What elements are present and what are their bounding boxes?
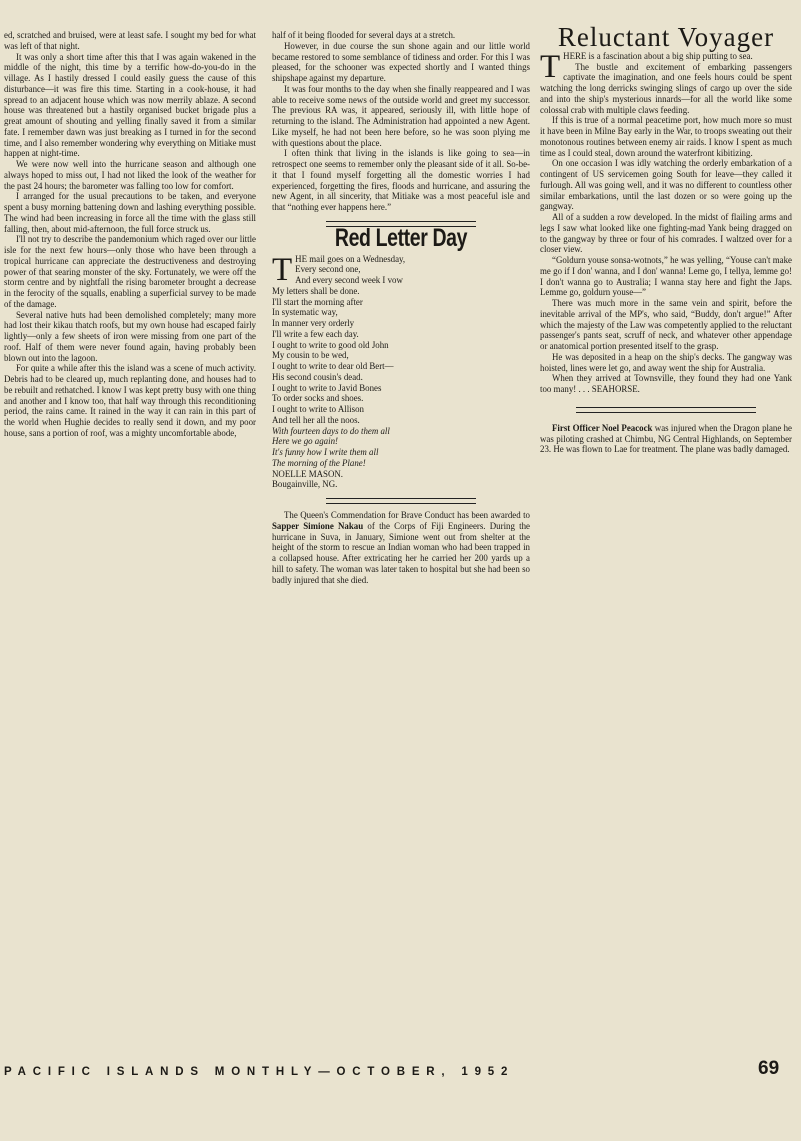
paragraph: On one occasion I was idly watching the orderly embarkation of a contingent of US servicemen going South for leave—they called it furlough. All was going well, and it was no different to countless other similar embarkations, until the last dozen or so were going up the gangway. — [540, 158, 792, 212]
paragraph: The bustle and excitement of embarking passengers captivate the imagination, and one feels hours could be spent watching the long derricks swinging slings of cargo up over the side and into the ship's mysterious innards—for all the world like some colossal crab with multiple claws feeding. — [540, 61, 792, 115]
first-paragraph — [540, 48, 792, 85]
paragraph: If this is true of a normal peacetime port, how much more so must it have been in Milne Bay early in the War, to troops sweating out their monotonous routines between enemy air raids. I know I spent as much time as I could steal, down around the waterfront kibitizing. — [540, 115, 792, 158]
poem-line: In manner very orderly — [272, 318, 355, 328]
poem-line: And tell her all the noos. — [272, 414, 360, 425]
column-3 — [540, 22, 792, 1081]
poem-line: I ought to write to dear old Bert— — [272, 361, 394, 371]
page-number: 69 — [758, 1058, 780, 1079]
paragraph-text: HERE is a fascination about a big ship putting to sea. — [563, 50, 753, 61]
commendation-text: of the Corps of Fiji Engineers. During the hurricane in Suva, in January, Simione went out from shelter at the height of the storm to rescue an Indian woman who had been trapped in a collapsed house. After extricating her he carried her 200 yards up a hill to safety. The woman was later taken to hospital but she had been so badly injured that she died. — [272, 520, 530, 585]
paragraph: For quite a while after this the island was a scene of much activity. Debris had to be cleared up, much replanting done, and houses had to be rebuilt and rethatched. I know I was kept pretty busy with one thing and another and I know too, that half way through this reconditioning period, the rains came. It rained in the way it can rain in this part of the world when Hughie decides to really send it down, and my poor house, sans a portion of roof, was a mighty uncomfortable abode, — [4, 363, 256, 438]
drop-cap: T — [272, 251, 293, 288]
paragraph: We were now well into the hurricane season and although one always hoped to miss out, I had not liked the look of the weather for the past 24 hours; the barometer was falling too low for comfort. — [4, 159, 256, 191]
notice-text: was injured when the Dragon plane he was piloting crashed at Chimbu, NG Central Highlands, on September 23. He was flown to Lae for treatment. The plane was badly damaged. — [540, 422, 792, 455]
drop-cap: T — [540, 48, 561, 85]
notice-name: First Officer Noel Peacock — [552, 422, 653, 433]
paragraph: However, in due course the sun shone again and our little world became restored to some semblance of tidiness and order. For this I was pleased, for the schooner was expected shortly and I wanted things shipshape against my departure. — [272, 40, 530, 83]
poem-line: I'll start the morning after — [272, 296, 363, 307]
poem-line: I ought to write to good old John — [272, 339, 389, 350]
paragraph: I often think that living in the islands is like going to sea—in retrospect one seems to remember only the pleasant side of it all. So-be-it that I found myself forgetting all the domestic worries I had experienced, forgetting the fires, floods and hurricane, and assuring the new Agent, in all sincerity, that Mitiake was a most peaceful isle and that “nothing ever happens here.” — [272, 148, 530, 212]
poem-lines — [272, 264, 530, 425]
poem-line: I ought to write to Javid Bones — [272, 382, 382, 393]
notice-item — [540, 423, 792, 455]
poem-line: Every second one, — [295, 264, 361, 275]
paragraph: “Goldurn youse sonsa-wotnots,” he was yelling, “Youse can't make me go if I don' wanna, and I don' wanna! Leme go, I tellya, lemme go! I don't wanna go to Australia; I wanna stay here and fight the Japs. Lemme go, goldurn youse—” — [540, 255, 792, 298]
poem-place: Bougainville, NG. — [272, 479, 338, 490]
paragraph: It was only a short time after this that I was again wakened in the middle of the night, this time by a terrific how-do-you-do in the village. As I hastily dressed I could easily guess the cause of this disturbance—it was fire this time. Starting in a cook-house, it had spread to an adjacent house which was now merrily ablaze. A second house was threatened but a hastily organised bucket brigade plus a great amount of shouting and yelling finally saved it from a similar fate. I remember dawn was just breaking as I turned in for the second time, and I also remember wondering why everything on Mitiake must happen at night-time. — [4, 51, 256, 159]
commendation-item — [272, 510, 530, 585]
article-title: Reluctant Voyager — [557, 22, 775, 52]
paragraph: All of a sudden a row developed. In the midst of flailing arms and legs I saw what looked like one fighting-mad Yank being dragged on to the gangway by three or four of his comrades. I waltzed over for a closer view. — [540, 212, 792, 255]
poem-refrain — [272, 426, 530, 469]
paragraph: I arranged for the usual precautions to be taken, and everyone spent a busy morning battening down and lashing everything possible. The wind had been increasing in force all the time with the glass still falling, then, about mid-afternoon, the full force struck us. — [4, 191, 256, 234]
paragraph: I'll not try to describe the pandemonium which raged over our little isle for the next few hours—only those who have been through a tropical hurricane can appreciate the destructiveness and destroying power of that searing monster of the sky. Fortunately, we were off the storm centre and by nightfall the rising barometer brought a decrease in the ferocity of the squalls, enabling a superficial survey to be made of the damage. — [4, 234, 256, 309]
paragraph: half of it being flooded for several days at a stretch. — [272, 30, 456, 40]
poem-author: NOELLE MASON. — [272, 468, 343, 479]
poem-line: To order socks and shoes. — [272, 393, 364, 404]
commendation-name: Sapper Simione Nakau — [272, 520, 364, 531]
poem-line: I'll write a few each day. — [272, 328, 359, 339]
poem-title: Red Letter Day — [334, 223, 468, 252]
poem-line: I ought to write to Allison — [272, 404, 364, 414]
poem-line: It's funny how I write them all — [272, 447, 379, 457]
paragraph: He was deposited in a heap on the ship's decks. The gangway was hoisted, lines were let go, and away went the ship for Australia. — [540, 351, 792, 373]
paragraph: ed, scratched and bruised, were at least safe. I sought my bed for what was left of that night. — [4, 30, 256, 51]
page-footer: PACIFIC ISLANDS MONTHLY—OCTOBER, 1952 — [4, 1066, 515, 1078]
section-divider — [576, 407, 756, 413]
commendation-text: The Queen's Commendation for Brave Conduct has been awarded to — [284, 510, 530, 520]
paragraph: When they arrived at Townsville, they found they had one Yank too many! . . . SEAHORSE. — [540, 373, 792, 394]
column-2 — [272, 30, 530, 1081]
poem-line: The morning of the Plane! — [272, 457, 366, 468]
paragraph: Several native huts had been demolished completely; many more had lost their kikau thatch roofs, but my own house had escaped fairly lightly—only a few sheets of iron were missing from one part of the roof. Half of them were never found again, having probably been blown out into the lagoon. — [4, 309, 256, 363]
poem-line: My letters shall be done. — [272, 285, 360, 296]
poem-line: My cousin to be wed, — [272, 350, 349, 361]
poem-line: With fourteen days to do them all — [272, 425, 390, 436]
column-1 — [4, 30, 256, 1081]
paragraph: There was much more in the same vein and spirit, before the inevitable arrival of the MP's, who said, “Buddy, don't argue!” After which the majesty of the Law was competently applied to the reluctant passenger's pants seat, scruff of neck, and whatever other appendage or anatomical portion presented itself to the grasp. — [540, 298, 792, 351]
poem-line: His second cousin's dead. — [272, 371, 363, 382]
paragraph: It was four months to the day when she finally reappeared and I was able to receive some news of the outside world and greet my successor. The previous RA was, it appeared, seriously ill, with little hope of returning to the island. The Administration had appointed a new Agent. Like myself, he had not been here before, so he was soon plying me with questions about the place. — [272, 83, 530, 148]
poem-line: And every second week I vow — [295, 275, 403, 285]
poem-line: In systematic way, — [272, 307, 338, 318]
poem-line: Here we go again! — [272, 436, 338, 447]
poem — [272, 251, 530, 491]
section-divider — [326, 498, 476, 504]
poem-line: HE mail goes on a Wednesday, — [295, 253, 406, 264]
